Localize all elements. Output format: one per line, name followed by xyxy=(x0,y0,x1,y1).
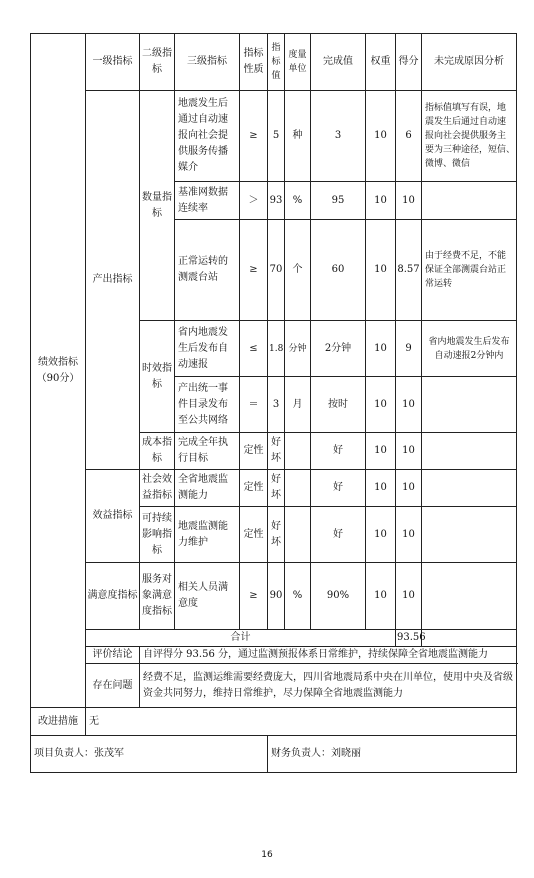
indicator-reason xyxy=(422,377,517,433)
indicator-weight: 10 xyxy=(366,220,396,321)
indicator-unit: 个 xyxy=(285,220,311,321)
indicator-nature: 定性 xyxy=(240,470,268,507)
indicator-reason xyxy=(422,182,517,220)
header-reason: 未完成原因分析 xyxy=(422,34,517,91)
problems-label: 存在问题 xyxy=(86,664,140,708)
indicator-score: 10 xyxy=(396,377,422,433)
indicator-reason xyxy=(422,433,517,470)
benefit-indicator-label: 效益指标 xyxy=(86,470,140,563)
indicator-done: 60 xyxy=(311,220,366,321)
indicator-unit: 分钟 xyxy=(285,321,311,377)
indicator-reason xyxy=(422,563,517,630)
evaluation-row xyxy=(31,647,517,664)
indicator-nature: 定性 xyxy=(240,433,268,470)
satisfaction-indicator-label: 满意度指标 xyxy=(86,563,140,630)
indicator-value: 1.8 xyxy=(268,321,285,377)
performance-table xyxy=(30,33,517,773)
indicator-unit: 种 xyxy=(285,91,311,182)
indicator-unit: 月 xyxy=(285,377,311,433)
indicator-score: 10 xyxy=(396,182,422,220)
indicator-unit xyxy=(285,433,311,470)
indicator-value: 70 xyxy=(268,220,285,321)
measures-row xyxy=(31,708,517,736)
indicator-name: 产出统一事 件目录发布 至公共网络 xyxy=(175,377,240,433)
group-quantity: 数量指 标 xyxy=(140,91,175,321)
indicator-reason: 由于经费不足，不能 保证全部测震台站正 常运转 xyxy=(422,220,517,321)
group-timeliness: 时效指 标 xyxy=(140,321,175,433)
indicator-unit: % xyxy=(285,563,311,630)
indicator-value: 好 坏 xyxy=(268,507,285,563)
indicator-done: 90% xyxy=(311,563,366,630)
evaluation-label: 评价结论 xyxy=(86,647,140,664)
indicator-reason: 指标值填写有误，地 震发生后通过自动速 报向社会提供服务主 要为三种途径，短信、 微博、微信 xyxy=(422,91,517,182)
table-row xyxy=(31,563,517,630)
indicator-name: 基准网数据 连续率 xyxy=(175,182,240,220)
evaluation-text: 自评得分 93.56 分，通过监测预报体系日常维护，持续保障全省地震监测能力 xyxy=(140,647,517,664)
indicator-weight: 10 xyxy=(366,507,396,563)
header-row xyxy=(31,34,517,91)
indicator-value: 5 xyxy=(268,91,285,182)
indicator-score: 8.57 xyxy=(396,220,422,321)
header-level1: 一级指标 xyxy=(86,34,140,91)
output-indicator-label: 产出指标 xyxy=(86,91,140,470)
indicator-weight: 10 xyxy=(366,377,396,433)
indicator-score: 6 xyxy=(396,91,422,182)
finance-lead: 财务负责人：刘晓丽 xyxy=(268,736,517,773)
indicator-done: 按时 xyxy=(311,377,366,433)
indicator-score: 10 xyxy=(396,563,422,630)
indicator-score: 9 xyxy=(396,321,422,377)
total-label: 合计 xyxy=(86,630,396,647)
indicator-nature: ≥ xyxy=(240,220,268,321)
table-row xyxy=(31,470,517,507)
indicator-weight: 10 xyxy=(366,433,396,470)
group-service: 服务对 象满意 度指标 xyxy=(140,563,175,630)
indicator-weight: 10 xyxy=(366,182,396,220)
signature-row xyxy=(31,736,517,773)
indicator-name: 正常运转的 测震台站 xyxy=(175,220,240,321)
header-weight: 权重 xyxy=(366,34,396,91)
indicator-weight: 10 xyxy=(366,563,396,630)
indicator-reason xyxy=(422,507,517,563)
page-number: 16 xyxy=(261,850,273,860)
indicator-value: 好 坏 xyxy=(268,433,285,470)
indicator-name: 地震监测能 力维护 xyxy=(175,507,240,563)
indicator-name: 相关人员满 意度 xyxy=(175,563,240,630)
group-sustain: 可持续 影响指 标 xyxy=(140,507,175,563)
indicator-weight: 10 xyxy=(366,470,396,507)
indicator-value: 好 坏 xyxy=(268,470,285,507)
indicator-weight: 10 xyxy=(366,91,396,182)
performance-indicator-label: 绩效指标 （90分） xyxy=(31,34,86,708)
indicator-nature: ＝ xyxy=(240,377,268,433)
indicator-name: 地震发生后 通过自动速 报向社会提 供服务传播 媒介 xyxy=(175,91,240,182)
indicator-reason xyxy=(422,470,517,507)
header-unit: 度量 单位 xyxy=(285,34,311,91)
indicator-done: 2分钟 xyxy=(311,321,366,377)
indicator-nature: ≥ xyxy=(240,91,268,182)
indicator-name: 省内地震发 生后发布自 动速报 xyxy=(175,321,240,377)
indicator-done: 95 xyxy=(311,182,366,220)
table-row xyxy=(31,91,517,182)
indicator-score: 10 xyxy=(396,507,422,563)
header-level2: 二级指 标 xyxy=(140,34,175,91)
indicator-weight: 10 xyxy=(366,321,396,377)
project-lead: 项目负责人：张茂军 xyxy=(31,736,268,773)
indicator-value: 90 xyxy=(268,563,285,630)
indicator-score: 10 xyxy=(396,470,422,507)
header-level3: 三级指标 xyxy=(175,34,240,91)
indicator-unit: % xyxy=(285,182,311,220)
indicator-done: 3 xyxy=(311,91,366,182)
indicator-value: 93 xyxy=(268,182,285,220)
header-done: 完成值 xyxy=(311,34,366,91)
total-score: 93.56 xyxy=(396,630,422,647)
indicator-done: 好 xyxy=(311,470,366,507)
indicator-reason: 省内地震发生后发布 自动速报2分钟内 xyxy=(422,321,517,377)
problems-text: 经费不足，监测运维需要经费庞大，四川省地震局系中央在川单位，使用中央及省级资金共同努力，维持日常维护，尽力保障全省地震监测能力 xyxy=(140,664,517,708)
indicator-nature: ＞ xyxy=(240,182,268,220)
indicator-name: 全省地震监 测能力 xyxy=(175,470,240,507)
group-social: 社会效 益指标 xyxy=(140,470,175,507)
indicator-unit xyxy=(285,470,311,507)
indicator-value: 3 xyxy=(268,377,285,433)
problems-row xyxy=(31,664,517,708)
indicator-nature: 定性 xyxy=(240,507,268,563)
indicator-score: 10 xyxy=(396,433,422,470)
total-row xyxy=(31,630,517,647)
indicator-nature: ≥ xyxy=(240,563,268,630)
indicator-nature: ≤ xyxy=(240,321,268,377)
header-value: 指 标 值 xyxy=(268,34,285,91)
measures-text: 无 xyxy=(86,708,517,736)
indicator-unit xyxy=(285,507,311,563)
header-score: 得分 xyxy=(396,34,422,91)
measures-label: 改进措施 xyxy=(31,708,86,736)
indicator-name: 完成全年执 行目标 xyxy=(175,433,240,470)
indicator-done: 好 xyxy=(311,433,366,470)
group-cost: 成本指 标 xyxy=(140,433,175,470)
indicator-done: 好 xyxy=(311,507,366,563)
header-nature: 指标 性质 xyxy=(240,34,268,91)
